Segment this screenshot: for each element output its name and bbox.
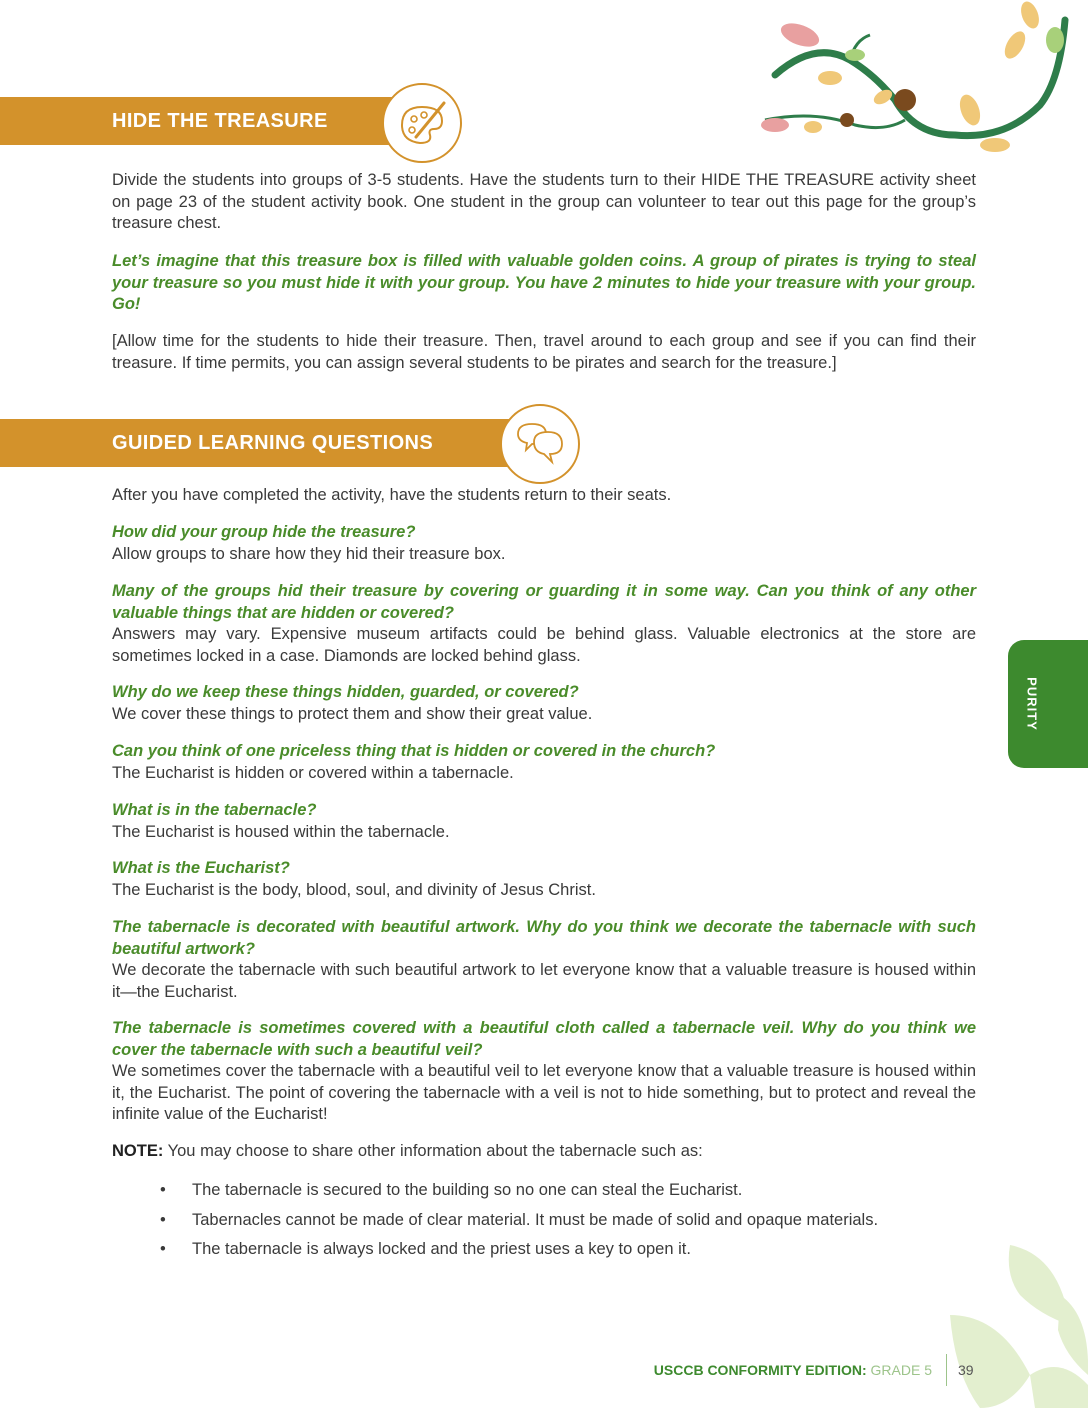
answer: The Eucharist is housed within the tabernacle. (112, 822, 450, 841)
answer: The Eucharist is hidden or covered within a tabernacle. (112, 763, 514, 782)
list-item: • The tabernacle is secured to the building so no one can steal the Eucharist. (160, 1181, 743, 1199)
qa-item (112, 800, 976, 843)
note-label: NOTE: (112, 1142, 164, 1160)
guided-learning-title: GUIDED LEARNING QUESTIONS (112, 432, 434, 454)
qa-item (112, 581, 976, 667)
qa-item (112, 522, 976, 565)
question: Can you think of one priceless thing that is hidden or covered in the church? (112, 742, 716, 760)
answer: We cover these things to protect them and show their great value. (112, 704, 593, 723)
list-item: • Tabernacles cannot be made of clear material. It must be made of solid and opaque materials. (160, 1210, 879, 1229)
guided-learning-header (0, 419, 520, 467)
note-text: You may choose to share other information about the tabernacle such as: (167, 1142, 703, 1160)
answer: The Eucharist is the body, blood, soul, and divinity of Jesus Christ. (112, 880, 596, 899)
question: Why do we keep these things hidden, guarded, or covered? (112, 683, 579, 701)
question: What is in the tabernacle? (112, 801, 317, 819)
note-paragraph (112, 1141, 976, 1163)
list-item: • The tabernacle is always locked and the priest uses a key to open it. (160, 1240, 691, 1258)
palette-icon (382, 83, 462, 163)
hide-treasure-intro: Divide the students into groups of 3-5 students. Have the students turn to their HIDE THE TREASURE activity sheet on page 23 of the student activity book. One student in the group can volunteer to tear out this page for the group’s treasure chest. (112, 171, 976, 232)
question: What is the Eucharist? (112, 859, 290, 877)
speech-bubbles-icon (500, 404, 580, 484)
note-bullet-list (160, 1180, 990, 1269)
vine-illustration (755, 0, 1088, 165)
footer-edition: USCCB CONFORMITY EDITION: GRADE 5 (653, 1362, 932, 1378)
answer: We sometimes cover the tabernacle with a beautiful veil to let everyone know that a valuable treasure is housed within it, the Eucharist. The point of covering the tabernacle with a veil is not to hide something, but to protect and reveal the infinite value of the Eucharist! (112, 1062, 976, 1123)
side-tab-label: PURITY (1024, 677, 1040, 731)
qa-item (112, 682, 976, 725)
question: Many of the groups hid their treasure by covering or guarding it in some way. Can you think of any other valuable things that are hidden or covered? (112, 582, 976, 622)
question: The tabernacle is decorated with beautiful artwork. Why do you think we decorate the tabernacle with such beautiful artwork? (112, 918, 976, 958)
footer-divider (946, 1354, 947, 1386)
qa-item (112, 858, 976, 901)
hide-treasure-header (0, 97, 400, 145)
answer: We decorate the tabernacle with such beautiful artwork to let everyone know that a valuable treasure is housed within it—the Eucharist. (112, 961, 976, 1001)
guided-intro: After you have completed the activity, have the students return to their seats. (112, 486, 672, 504)
purity-side-tab (1008, 640, 1088, 768)
hide-treasure-script: Let’s imagine that this treasure box is filled with valuable golden coins. A group of pirates is trying to steal your treasure so you must hide it with your group. You have 2 minutes to hide your treasure with your group. Go! (112, 252, 976, 313)
answer: Allow groups to share how they hid their treasure box. (112, 544, 506, 563)
qa-item (112, 741, 976, 784)
page-number: 39 (958, 1362, 974, 1378)
hide-treasure-note: [Allow time for the students to hide their treasure. Then, travel around to each group and see if you can find their treasure. If time permits, you can assign several students to be pirates and search for the treasure.] (112, 332, 976, 372)
question: The tabernacle is sometimes covered with a beautiful cloth called a tabernacle veil. Why do you think we cover the tabernacle with such a beautiful veil? (112, 1019, 976, 1059)
qa-item (112, 917, 976, 1003)
hide-treasure-title: HIDE THE TREASURE (112, 110, 328, 132)
qa-item (112, 1018, 976, 1126)
question: How did your group hide the treasure? (112, 523, 416, 541)
answer: Answers may vary. Expensive museum artifacts could be behind glass. Valuable electronics at the store are sometimes locked in a case. Diamonds are locked behind glass. (112, 625, 976, 665)
